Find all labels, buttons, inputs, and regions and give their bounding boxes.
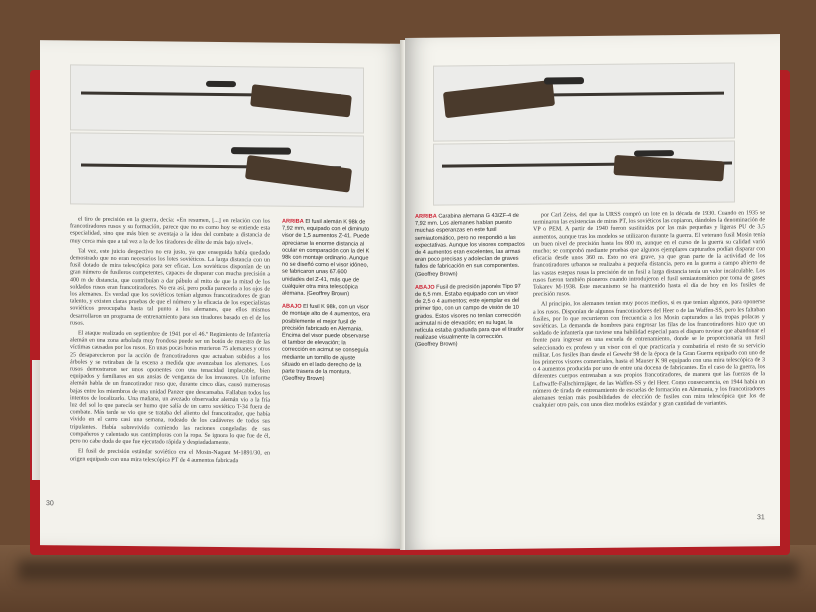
left-body-text	[70, 216, 270, 528]
paragraph: El fusil de precisión estándar soviético era el Mosin-Nagant M-1891/30, en origen equipado con una mira telescópica PT de 4 aumentos fabricada	[70, 448, 270, 464]
paragraph: Tal vez, este juicio despectivo no era justo, ya que enseguida había quedado demostrado que no eran necesarios los lotes soviéticos. La larga distancia con un fusil dotado de mira telescópica para ser eficaz. Los soviéticos disponían de un gran número de fusileros competentes, capaces de disparar con mucha precisión a 400 m de distancia, que contribuían a dar pábulo al mito de que la mitad de los soldados rusos eran francotiradores. No era así, pero podía parecerlo a los ojos de los alemanes. Es verdad que los soviéticos tenían algunos francotiradores de gran talento, y existen claras pruebas de que el número y la eficacia de los especialistas soviéticos preocupaba hasta tal punto a los alemanes, que ellos mismos desarrollaron un programa de entrenamiento para sus tiradores basado en el de los rusos.	[70, 248, 270, 327]
left-page	[40, 40, 405, 549]
rifle-scope	[634, 150, 674, 156]
paragraph: el tiro de precisión en la guerra, decía: «En resumen, [...] en relación con los francotiradores rusos y su formación, parece que no es como hoy se entiende esta especialidad, sino que más bien se aventaja a la idea del combate a distancia de muy cerca más que a tal vez a la de los tiradores de élite de más bajo nivel».	[70, 216, 270, 246]
rifle-photo-bottom-right	[433, 141, 735, 206]
page-number-right: 31	[757, 514, 765, 522]
right-captions	[415, 213, 525, 414]
rifle-photo-bottom-left	[70, 132, 364, 207]
paragraph: El ataque realizado en septiembre de 1941 por el 46.º Regimiento de Infantería alemán en una zona arbolada muy frondosa puede ser un botón de muestra de las víctimas causadas por los rusos. En unas pocas horas murieron 75 alemanes y otros 25 desaparecieron por la acción de francotiradores que actuaban subidos a los árboles y se retiraban de la escena a medida que avanzaban los alemanes. Los rusos demostraron ser unos oponentes con una tenacidad implacable, bien equipados y familiares en sus ansias de venganza de los invasores. Un informe alemán habla de un francotirador ruso que, durante cinco días, causó numerosas bajas entre los miembros de una unidad Panzer que descansaba. Fallaban todos los intentos de localizarlo. Una mañana, un avezado observador alemán vio a la fría luz del sol lo que parecía ser humo que salía de un carro soviético T-34 fuera de combate. Más tarde se vio que se trataba del aliento del francotirador, que había vivido en el carro casi una semana, rodeado de los cadáveres de todos sus tripulantes. Había sobrevivido comiendo las raciones congeladas de sus compañeros y calentado sus cantimploras con la ropa. Se ignora lo que fue de él, pero no cabe duda de que fue ejecutado rápida y despiadadamente.	[70, 330, 270, 447]
rifle-stock	[443, 80, 555, 118]
rifle-stock	[613, 155, 724, 181]
caption-bottom: ABAJO El fusil K 98k, con un visor de montaje alto de 4 aumentos, era posiblemente el mejor fusil de precisión fabricado en Alemania. Encima del visor puede observarse el tambor de elevación; la corrección en acimut se conseguía mediante un tornillo de ajuste situado en el lado derecho de la parte trasera de la montura. (Geoffrey Brown)	[282, 303, 370, 383]
caption-top: ARRIBA Carabina alemana G 43/ZF-4 de 7,92 mm. Los alemanes habían puesto muchas esperanzas en este fusil semiautomático, pero no respondió a las expectativas. Aunque los visores compactos de 4 aumentos eran excelentes, las armas eran poco precisas y adolecían de graves fallos de fabricación en sus componentes. (Geoffrey Brown)	[415, 212, 525, 278]
rifle-photo-top-left	[70, 64, 364, 133]
caption-bottom: ABAJO Fusil de precisión japonés Tipo 97 de 6,5 mm. Estaba equipado con un visor de 2,5 o 4 aumentos; este ejemplar es del primer tipo, con un campo de visión de 10 grados. Estos visores no tenían corrección acimutal ni de elevación; en su lugar, la retícula estaba graduada para que el tirador realizase visualmente la corrección. (Geoffrey Brown)	[415, 283, 524, 349]
page-number-left: 30	[46, 500, 54, 508]
rifle-scope	[231, 147, 291, 155]
paragraph: Al principio, los alemanes tenían muy pocos medios, si es que tenían algunos, para oponerse a los rusos. Disponían de algunos francotiradores del Heer o de las Waffen-SS, pero les faltaban fusiles, por lo que recurrieron con frecuencia a los Mosin capturados a las tropas polacas y soviéticas. La demanda de hombres para engrosar las filas de los francotiradores hizo que un soldado de infantería que tuviese una habilidad especial para el disparo tuviese que abandonar el frente para ingresar en una escuela de entrenamiento, donde se le proporcionaría un fusil seleccionado ex profeso y un visor con el que practicaría y combatiría el resto de su servicio militar. Los fusiles iban desde el Gewehr 98 de la época de la Gran Guerra equipado con uno de los primeros visores comerciales, hasta el Mauser K 98 equipado con una mira telescópica de 3 o 4 aumentos producida por uno de entre una docena de fabricantes. En el caso de la guerra, los diferentes cuerpos entrenaban a sus propios francotiradores, de manera que las fuerzas de la Luftwaffe-Fallschirmjäger, de las Waffen-SS y del Heer. Como consecuencia, en 1944 había un número de tirada de entrenamiento de escuelas de formación en Alemania, y los francotiradores alemanes tenían más posibilidades de elección de fusiles con mira telescópica que los de cualquier otro país, con unos diez modelos estándar y gran cantidad de variantes.	[533, 299, 765, 409]
left-captions	[282, 219, 370, 420]
paragraph: por Carl Zeiss, del que la URSS compró un lote en la década de 1930. Cuando en 1935 se terminaron las existencias de miras PT, los soviéticos las copiaron, dándoles la denominación de VP o PEM. A partir de 1940 fueron sustituidas por las más pequeñas y ligeras PU de 3,5 aumentos, aunque tras los modelos se utilizaron durante la guerra. El veterano fusil Mosin tenía un buen nivel de precisión hasta los 800 m, aunque en el curso de la guerra su calidad varió mucho; se comprobó mediante pruebas que algunos ejemplares capturados podían disparar con eficacia desde unos 360 m. Esto no era grave, ya que gran parte de la actividad de los francotiradores urbanos se realizaba a pequeña distancia, pero en la guerra a campo abierto de las vastas estepas rusas la precisión de un fusil a larga distancia tenía un valor incalculable. Los rusos fueron también pioneros cuando introdujeron el fusil semiautomático por toma de gases Tokarev M-1938. Este mecanismo se ha mantenido hasta el día de hoy en los fusiles de precisión rusos.	[533, 210, 765, 298]
right-page	[405, 34, 780, 550]
rifle-scope	[544, 77, 584, 84]
right-body-text	[533, 210, 765, 532]
rifle-scope	[206, 81, 236, 87]
rifle-photo-top-right	[433, 63, 735, 142]
caption-top: ARRIBA El fusil alemán K 98k de 7,92 mm, equipado con el diminuto visor de 1,5 aumentos Z-41. Puede apreciarse la enorme distancia al ocular en comparación con la del K 98k con montaje ordinario. Aunque no se diseñó como el visor idóneo, se fabricaron unas 67.600 unidades del Z-41, más que de cualquier otra mira telescópica alemana. (Geoffrey Brown)	[282, 218, 370, 298]
rifle-stock	[250, 84, 352, 117]
book-shadow	[18, 560, 798, 580]
rifle-stock	[245, 155, 352, 193]
